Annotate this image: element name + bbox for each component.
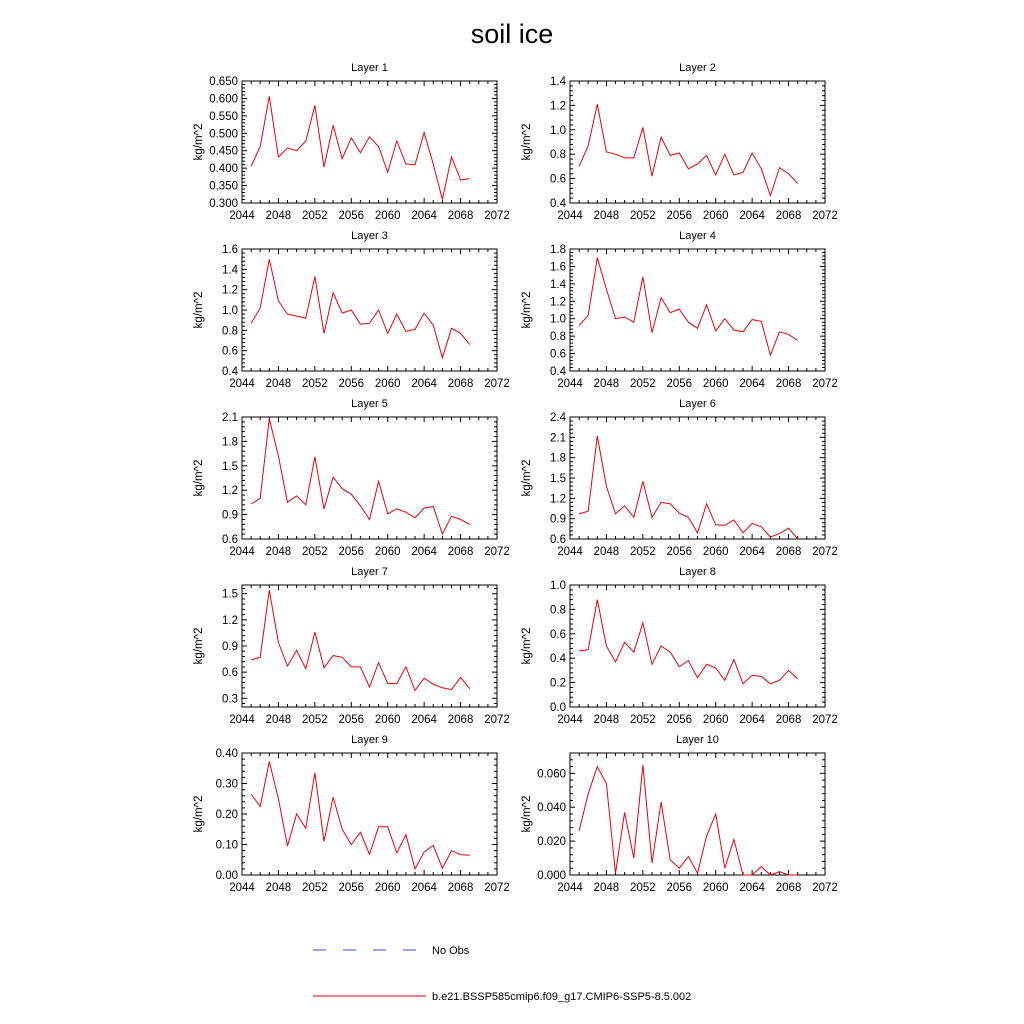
x-tick-label: 2048 bbox=[593, 882, 620, 894]
y-tick-label: 1.2 bbox=[222, 485, 238, 498]
panel-layer-5 bbox=[193, 398, 510, 558]
panel-layer-6 bbox=[521, 398, 838, 558]
y-tick-label: 0.350 bbox=[209, 180, 238, 193]
y-tick-label: 0.300 bbox=[209, 198, 238, 210]
y-axis-label: kg/m^2 bbox=[521, 459, 533, 497]
series-line-layer-1 bbox=[251, 96, 470, 199]
y-axis-label: kg/m^2 bbox=[193, 627, 205, 665]
x-tick-label: 2052 bbox=[302, 882, 328, 894]
x-tick-label: 2060 bbox=[374, 210, 401, 222]
y-tick-label: 0.040 bbox=[537, 802, 566, 815]
x-tick-label: 2060 bbox=[374, 378, 401, 390]
y-axis-label: kg/m^2 bbox=[193, 123, 205, 161]
x-tick-label: 2068 bbox=[775, 378, 802, 390]
panel-layer-8 bbox=[521, 566, 838, 726]
x-tick-label: 2044 bbox=[557, 546, 583, 558]
x-tick-label: 2068 bbox=[447, 714, 474, 726]
panel-title-layer-9: Layer 9 bbox=[351, 734, 388, 746]
y-tick-label: 0.4 bbox=[550, 653, 566, 666]
x-tick-label: 2056 bbox=[338, 546, 365, 558]
x-tick-label: 2048 bbox=[265, 378, 292, 390]
x-tick-label: 2064 bbox=[739, 378, 765, 390]
x-tick-label: 2052 bbox=[630, 210, 656, 222]
x-tick-label: 2056 bbox=[338, 378, 365, 390]
y-tick-label: 1.2 bbox=[222, 284, 238, 297]
x-tick-label: 2064 bbox=[411, 882, 437, 894]
series-line-layer-2 bbox=[579, 104, 798, 196]
x-tick-label: 2068 bbox=[447, 210, 474, 222]
axes-frame bbox=[570, 249, 825, 371]
y-tick-label: 0.4 bbox=[222, 366, 238, 378]
panel-layer-7 bbox=[193, 566, 510, 726]
y-tick-label: 0.500 bbox=[209, 128, 238, 141]
y-tick-label: 0.9 bbox=[222, 641, 238, 653]
axes-frame bbox=[570, 81, 825, 203]
x-tick-label: 2068 bbox=[775, 210, 802, 222]
y-tick-label: 1.8 bbox=[222, 436, 238, 449]
x-tick-label: 2064 bbox=[411, 210, 437, 222]
y-tick-label: 0.8 bbox=[222, 325, 238, 338]
x-tick-label: 2056 bbox=[666, 546, 693, 558]
x-tick-label: 2052 bbox=[302, 714, 328, 726]
x-tick-label: 2064 bbox=[739, 210, 765, 222]
y-tick-label: 1.2 bbox=[550, 100, 566, 113]
figure-title: soil ice bbox=[470, 19, 554, 49]
y-tick-label: 2.1 bbox=[222, 412, 238, 424]
x-tick-label: 2052 bbox=[630, 546, 656, 558]
x-tick-label: 2072 bbox=[812, 714, 838, 726]
axes-frame bbox=[242, 753, 497, 875]
x-tick-label: 2060 bbox=[374, 882, 401, 894]
x-tick-label: 2060 bbox=[374, 546, 401, 558]
y-tick-label: 0.8 bbox=[550, 149, 566, 162]
y-tick-label: 1.8 bbox=[550, 244, 566, 256]
y-tick-label: 0.4 bbox=[550, 366, 566, 378]
y-tick-label: 1.0 bbox=[550, 313, 566, 326]
y-tick-label: 1.4 bbox=[550, 278, 566, 291]
y-tick-label: 0.8 bbox=[550, 604, 566, 617]
x-tick-label: 2056 bbox=[666, 882, 693, 894]
x-tick-label: 2048 bbox=[593, 546, 620, 558]
x-tick-label: 2056 bbox=[338, 882, 365, 894]
y-tick-label: 0.6 bbox=[550, 173, 566, 186]
x-tick-label: 2060 bbox=[702, 546, 729, 558]
y-tick-label: 1.8 bbox=[550, 452, 566, 465]
y-tick-label: 1.2 bbox=[550, 493, 566, 506]
x-tick-label: 2056 bbox=[338, 714, 365, 726]
y-tick-label: 0.4 bbox=[550, 198, 566, 210]
x-tick-label: 2044 bbox=[557, 210, 583, 222]
y-tick-label: 1.6 bbox=[222, 244, 238, 256]
axes-frame bbox=[242, 417, 497, 539]
x-tick-label: 2044 bbox=[557, 714, 583, 726]
y-tick-label: 0.600 bbox=[209, 93, 238, 106]
x-tick-label: 2056 bbox=[666, 378, 693, 390]
y-tick-label: 0.20 bbox=[215, 809, 238, 821]
axes-frame bbox=[570, 585, 825, 707]
x-tick-label: 2072 bbox=[484, 546, 510, 558]
x-tick-label: 2060 bbox=[702, 714, 729, 726]
y-axis-label: kg/m^2 bbox=[193, 795, 205, 833]
y-tick-label: 0.060 bbox=[537, 768, 566, 781]
x-tick-label: 2072 bbox=[484, 210, 510, 222]
x-tick-label: 2072 bbox=[484, 882, 510, 894]
series-line-layer-8 bbox=[579, 600, 798, 684]
x-tick-label: 2064 bbox=[411, 378, 437, 390]
panel-title-layer-7: Layer 7 bbox=[351, 566, 388, 578]
x-tick-label: 2048 bbox=[593, 210, 620, 222]
x-tick-label: 2056 bbox=[338, 210, 365, 222]
x-tick-label: 2068 bbox=[775, 882, 802, 894]
y-tick-label: 0.0 bbox=[550, 702, 566, 714]
x-tick-label: 2052 bbox=[302, 210, 328, 222]
y-tick-label: 1.4 bbox=[550, 76, 566, 88]
series-line-layer-4 bbox=[579, 258, 798, 356]
y-tick-label: 0.6 bbox=[550, 348, 566, 361]
series-line-layer-9 bbox=[251, 762, 470, 869]
y-tick-label: 0.000 bbox=[537, 870, 566, 882]
axes-frame bbox=[570, 417, 825, 539]
y-tick-label: 0.6 bbox=[222, 345, 238, 358]
y-tick-label: 0.6 bbox=[550, 628, 566, 641]
x-tick-label: 2060 bbox=[702, 378, 729, 390]
x-tick-label: 2068 bbox=[775, 546, 802, 558]
y-tick-label: 1.4 bbox=[222, 264, 238, 277]
x-tick-label: 2064 bbox=[411, 714, 437, 726]
series-line-layer-10 bbox=[579, 765, 798, 875]
y-tick-label: 1.5 bbox=[222, 460, 238, 473]
series-line-layer-5 bbox=[251, 419, 470, 534]
x-tick-label: 2052 bbox=[630, 714, 656, 726]
x-tick-label: 2068 bbox=[775, 714, 802, 726]
x-tick-label: 2044 bbox=[229, 882, 255, 894]
panel-layer-3 bbox=[193, 230, 510, 390]
y-tick-label: 0.550 bbox=[209, 110, 238, 123]
x-tick-label: 2052 bbox=[302, 378, 328, 390]
y-tick-label: 1.0 bbox=[550, 580, 566, 592]
series-line-layer-7 bbox=[251, 590, 470, 690]
y-tick-label: 0.3 bbox=[222, 693, 238, 706]
x-tick-label: 2068 bbox=[447, 378, 474, 390]
y-tick-label: 2.1 bbox=[550, 432, 566, 445]
panel-title-layer-10: Layer 10 bbox=[676, 734, 719, 746]
x-tick-label: 2056 bbox=[666, 714, 693, 726]
panel-title-layer-4: Layer 4 bbox=[679, 230, 716, 242]
axes-frame bbox=[242, 249, 497, 371]
y-tick-label: 0.6 bbox=[222, 667, 238, 680]
y-axis-label: kg/m^2 bbox=[521, 627, 533, 665]
y-tick-label: 0.450 bbox=[209, 145, 238, 158]
legend-label-no-obs: No Obs bbox=[432, 945, 470, 957]
x-tick-label: 2044 bbox=[229, 714, 255, 726]
y-axis-label: kg/m^2 bbox=[521, 291, 533, 329]
x-tick-label: 2052 bbox=[302, 546, 328, 558]
x-tick-label: 2048 bbox=[593, 378, 620, 390]
x-tick-label: 2072 bbox=[812, 882, 838, 894]
x-tick-label: 2060 bbox=[374, 714, 401, 726]
y-tick-label: 0.400 bbox=[209, 163, 238, 176]
panel-layer-4 bbox=[521, 230, 838, 390]
x-tick-label: 2064 bbox=[411, 546, 437, 558]
x-tick-label: 2048 bbox=[265, 546, 292, 558]
y-tick-label: 1.0 bbox=[222, 305, 238, 317]
panel-grid bbox=[193, 62, 838, 894]
x-tick-label: 2044 bbox=[557, 882, 583, 894]
panel-title-layer-8: Layer 8 bbox=[679, 566, 716, 578]
series-line-layer-6 bbox=[579, 436, 798, 539]
panel-title-layer-2: Layer 2 bbox=[679, 62, 716, 74]
x-tick-label: 2056 bbox=[666, 210, 693, 222]
panel-layer-9 bbox=[193, 734, 510, 894]
x-tick-label: 2048 bbox=[265, 714, 292, 726]
y-tick-label: 0.10 bbox=[215, 839, 238, 852]
panel-layer-1 bbox=[193, 62, 510, 222]
panel-title-layer-1: Layer 1 bbox=[351, 62, 388, 74]
panel-title-layer-3: Layer 3 bbox=[351, 230, 388, 242]
x-tick-label: 2052 bbox=[630, 882, 656, 894]
y-tick-label: 0.00 bbox=[215, 870, 238, 882]
axes-frame bbox=[570, 753, 825, 875]
panel-layer-2 bbox=[521, 62, 838, 222]
y-tick-label: 0.020 bbox=[537, 836, 566, 849]
x-tick-label: 2044 bbox=[229, 546, 255, 558]
x-tick-label: 2064 bbox=[739, 882, 765, 894]
y-axis-label: kg/m^2 bbox=[521, 795, 533, 833]
x-tick-label: 2048 bbox=[593, 714, 620, 726]
y-axis-label: kg/m^2 bbox=[193, 459, 205, 497]
x-tick-label: 2048 bbox=[265, 882, 292, 894]
x-tick-label: 2044 bbox=[557, 378, 583, 390]
x-tick-label: 2072 bbox=[812, 546, 838, 558]
y-tick-label: 0.6 bbox=[222, 534, 238, 546]
y-tick-label: 0.8 bbox=[550, 331, 566, 344]
x-tick-label: 2052 bbox=[630, 378, 656, 390]
panel-title-layer-5: Layer 5 bbox=[351, 398, 388, 410]
x-tick-label: 2072 bbox=[812, 210, 838, 222]
x-tick-label: 2060 bbox=[702, 210, 729, 222]
series-line-layer-3 bbox=[251, 259, 470, 358]
legend-label-model: b.e21.BSSP585cmip6.f09_g17.CMIP6-SSP5-8.5.002 bbox=[432, 991, 692, 1003]
panel-layer-10 bbox=[521, 734, 838, 894]
x-tick-label: 2072 bbox=[484, 378, 510, 390]
y-tick-label: 1.2 bbox=[550, 296, 566, 309]
x-tick-label: 2048 bbox=[265, 210, 292, 222]
y-tick-label: 1.2 bbox=[222, 614, 238, 627]
y-tick-label: 0.40 bbox=[215, 748, 238, 760]
y-tick-label: 1.5 bbox=[222, 588, 238, 601]
y-tick-label: 1.0 bbox=[550, 124, 566, 137]
y-tick-label: 2.4 bbox=[550, 412, 566, 424]
x-tick-label: 2068 bbox=[447, 546, 474, 558]
y-tick-label: 0.9 bbox=[550, 513, 566, 526]
y-tick-label: 0.650 bbox=[209, 76, 238, 88]
axes-frame bbox=[242, 81, 497, 203]
y-tick-label: 0.30 bbox=[215, 778, 238, 791]
x-tick-label: 2044 bbox=[229, 378, 255, 390]
x-tick-label: 2064 bbox=[739, 546, 765, 558]
x-tick-label: 2072 bbox=[812, 378, 838, 390]
y-tick-label: 1.5 bbox=[550, 473, 566, 485]
x-tick-label: 2064 bbox=[739, 714, 765, 726]
y-tick-label: 0.9 bbox=[222, 509, 238, 522]
y-axis-label: kg/m^2 bbox=[193, 291, 205, 329]
y-tick-label: 1.6 bbox=[550, 261, 566, 274]
y-tick-label: 0.6 bbox=[550, 534, 566, 546]
legend bbox=[313, 945, 691, 1003]
y-tick-label: 0.2 bbox=[550, 677, 566, 690]
x-tick-label: 2068 bbox=[447, 882, 474, 894]
y-axis-label: kg/m^2 bbox=[521, 123, 533, 161]
x-tick-label: 2060 bbox=[702, 882, 729, 894]
x-tick-label: 2072 bbox=[484, 714, 510, 726]
panel-title-layer-6: Layer 6 bbox=[679, 398, 716, 410]
x-tick-label: 2044 bbox=[229, 210, 255, 222]
